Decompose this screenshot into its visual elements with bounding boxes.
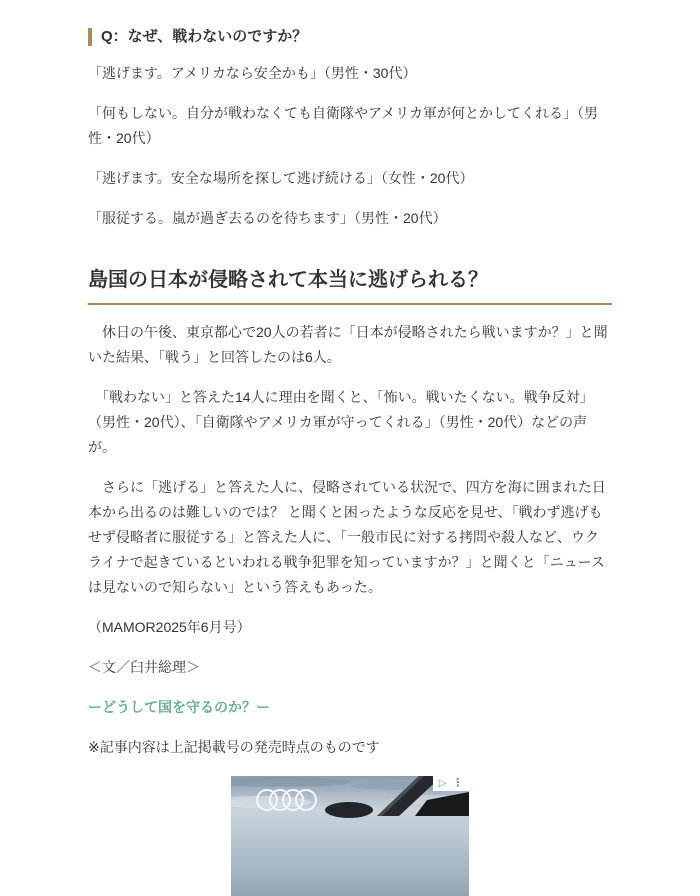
paragraph-2: 「戦わない」と答えた14人に理由を聞くと、「怖い。戦いたくない。戦争反対」（男性・20代）、「自衛隊やアメリカ軍が守ってくれる」（男性・20代）などの声が。	[88, 389, 594, 455]
section-heading: 島国の日本が侵略されて本当に逃げられる？	[88, 267, 612, 305]
author-line: ＜文／臼井総理＞	[88, 659, 200, 675]
disclaimer-note: ※記事内容は上記掲載号の発売時点のものです	[88, 739, 380, 755]
adchoices-icon[interactable]: ▷	[438, 777, 447, 789]
paragraph-3: さらに「逃げる」と答えた人に、侵略されている状況で、四方を海に囲まれた日本から出るのは難しいのでは？ と聞くと困ったような反応を見せ、「戦わず逃げもせず侵略者に服従する」と答えた人に、「一般市民に対する拷問や殺人など、ウクライナで起きているといわれる戦争犯罪を知っていますか？」と聞くと「ニュースは見ないので知らない」という答えもあった。	[88, 479, 606, 595]
quote-line-3: 「逃げます。安全な場所を探して逃げ続ける」（女性・20代）	[88, 170, 474, 186]
quote-line-4: 「服従する。嵐が過ぎ去るのを待ちます」（男性・20代）	[88, 210, 447, 226]
paragraph-1: 休日の午後、東京都心で20人の若者に「日本が侵略されたら戦いますか？」と聞いた結果、「戦う」と回答したのは6人。	[88, 324, 608, 365]
related-link-row	[88, 695, 612, 720]
source-line: （MAMOR2025年6月号）	[88, 619, 251, 635]
car-mirror-shape	[325, 802, 373, 818]
ad-banner[interactable]	[231, 776, 469, 896]
ad-menu-icon[interactable]: ⋮	[452, 777, 464, 789]
ad-controls	[433, 776, 469, 791]
quote-line-1: 「逃げます。アメリカなら安全かも」（男性・30代）	[88, 65, 417, 81]
ad-image	[231, 776, 469, 896]
related-article-link[interactable]: ーどうして国を守るのか？ー	[88, 699, 270, 715]
quote-line-2: 「何もしない。自分が戦わなくても自衛隊やアメリカ軍が何とかしてくれる」（男性・20代）	[88, 105, 599, 146]
question-heading: Q：なぜ、戦わないのですか？	[88, 28, 612, 46]
